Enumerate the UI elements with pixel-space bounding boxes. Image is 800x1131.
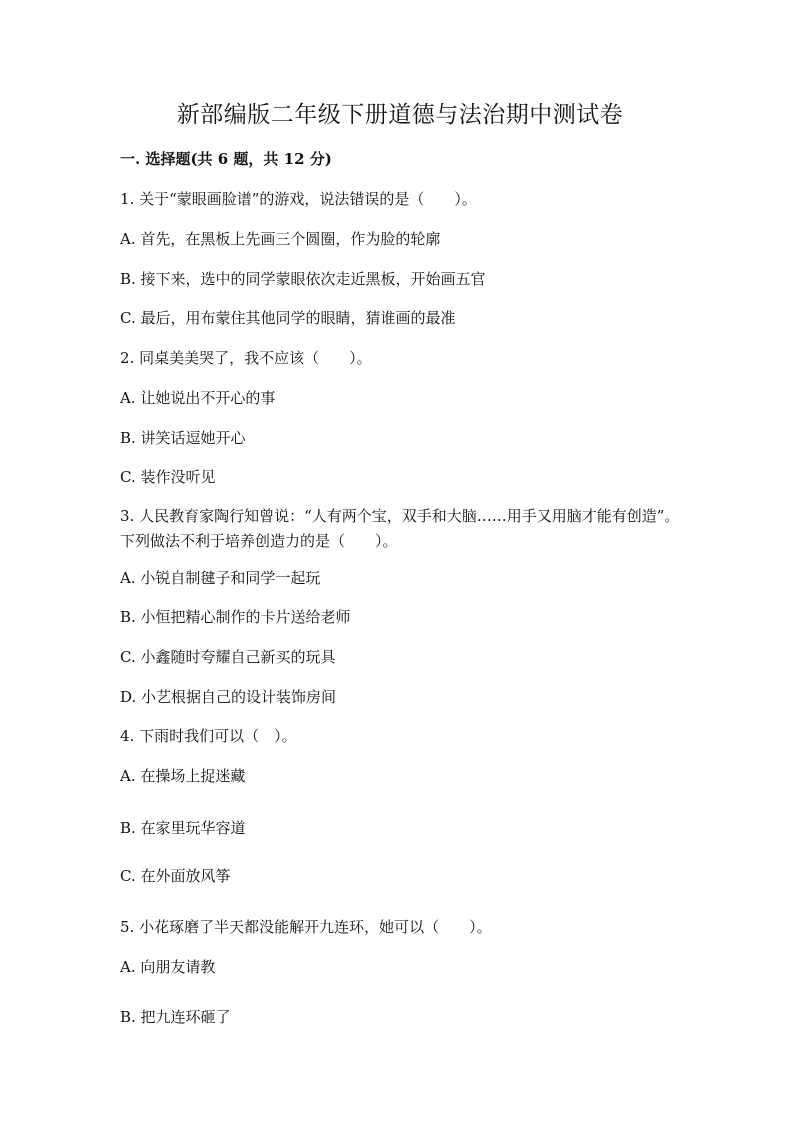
answer-option: B. 小恒把精心制作的卡片送给老师: [120, 608, 351, 626]
question-stem: 4. 下雨时我们可以（ ）。: [120, 727, 297, 745]
answer-option: B. 接下来，选中的同学蒙眼依次走近黑板，开始画五官: [120, 270, 486, 288]
answer-option: C. 最后，用布蒙住其他同学的眼睛，猜谁画的最准: [120, 309, 456, 327]
answer-option: C. 小鑫随时夸耀自己新买的玩具: [120, 648, 336, 666]
answer-option: C. 装作没听见: [120, 468, 216, 486]
answer-option: C. 在外面放风筝: [120, 867, 231, 885]
answer-option: B. 在家里玩华容道: [120, 819, 246, 837]
answer-option: B. 讲笑话逗她开心: [120, 429, 246, 447]
answer-option: A. 向朋友请教: [120, 958, 216, 976]
answer-option: A. 小锐自制毽子和同学一起玩: [120, 569, 321, 587]
section-heading: 一. 选择题(共 6 题，共 12 分): [120, 150, 332, 168]
question-stem: 2. 同桌美美哭了，我不应该（ ）。: [120, 349, 372, 367]
question-stem: 5. 小花琢磨了半天都没能解开九连环，她可以（ ）。: [120, 918, 492, 936]
answer-option: A. 让她说出不开心的事: [120, 389, 276, 407]
page-title: 新部编版二年级下册道德与法治期中测试卷: [176, 102, 624, 128]
question-stem: 1. 关于“蒙眼画脸谱”的游戏，说法错误的是（ ）。: [120, 190, 477, 208]
answer-option: A. 首先，在黑板上先画三个圆圈，作为脸的轮廓: [120, 230, 441, 248]
answer-option: B. 把九连环砸了: [120, 1008, 231, 1026]
answer-option: A. 在操场上捉迷藏: [120, 767, 246, 785]
answer-option: D. 小艺根据自己的设计装饰房间: [120, 688, 337, 706]
question-stem: 3. 人民教育家陶行知曾说：“人有两个宝，双手和大脑……用手又用脑才能有创造”。下列做法不利于培养创造力的是（ ）。: [120, 507, 680, 550]
